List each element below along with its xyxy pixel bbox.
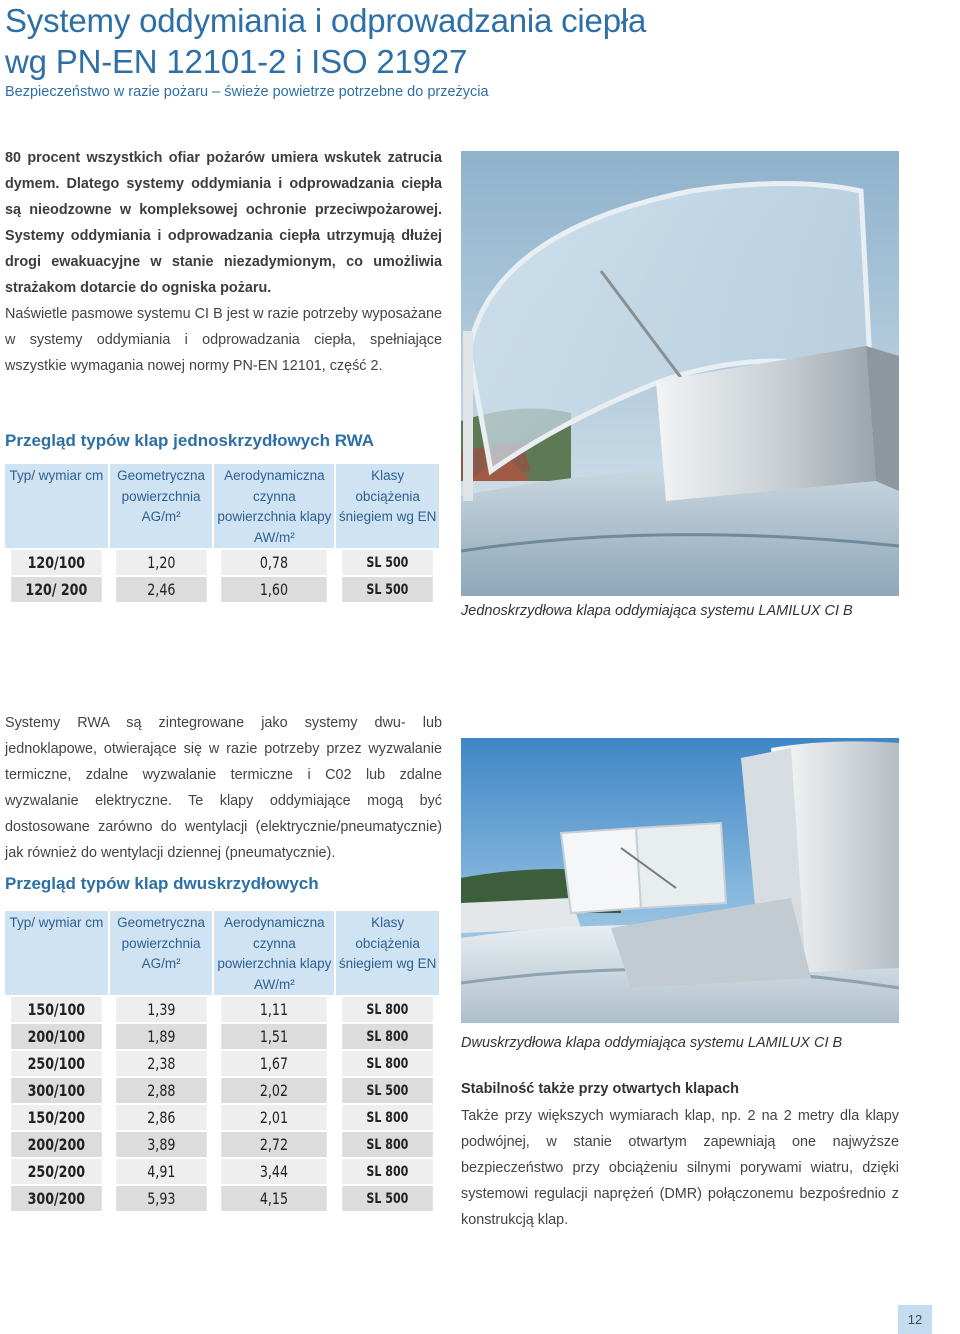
cell-aerodynamic-area: 3,44 [222,1159,327,1184]
cell-geometric-area: 2,86 [116,1105,206,1130]
single-leaf-spec-table [3,462,441,604]
table-row [5,1105,439,1130]
cell-aerodynamic-area: 2,72 [222,1132,327,1157]
table-row [5,1051,439,1076]
rwa-description [5,710,442,866]
cell-aerodynamic-area: 2,01 [222,1105,327,1130]
cell-aerodynamic-area: 1,60 [222,577,327,602]
rwa-description-paragraph: Systemy RWA są zintegrowane jako systemy dwu- lub jednoklapowe, otwierające się w razie potrzeby przez wyzwalanie termiczne, zdalne wyzwalanie termiczne i C02 lub zdalne wyzwalanie elektryczne. Te klapy oddymiające mogą być dostosowane zarówno do wentylacji (elektrycznie/pneumatycznie) jak również do wentylacji dziennej (pneumatycznie). [5,715,442,861]
double-leaf-vent-photo [461,738,899,1023]
single-leaf-vent-illustration [461,151,899,596]
intro-normal-paragraph: Naświetle pasmowe systemu CI B jest w razie potrzeby wyposażane w systemy oddymiania i odprowadzania ciepła, spełniające wszystkie wymagania nowej normy PN-EN 12101, część 2. [5,306,442,374]
cell-snow-load: SL 800 [342,1105,432,1130]
double-leaf-vent-illustration [461,738,899,1023]
col-header-type: Typ/ wymiar cm [5,464,108,548]
page-subtitle: Bezpieczeństwo w razie pożaru – świeże powietrze potrzebne do przeżycia [5,84,489,100]
cell-type: 250/100 [11,1051,101,1076]
cell-type: 150/100 [11,997,101,1022]
double-leaf-photo-caption: Dwuskrzydłowa klapa oddymiająca systemu LAMILUX CI B [461,1035,843,1051]
cell-aerodynamic-area: 0,78 [222,550,327,575]
cell-type: 250/200 [11,1159,101,1184]
col-header-snow-load: Klasy obciążenia śniegiem wg EN [336,464,439,548]
double-leaf-spec-table [3,909,441,1213]
cell-geometric-area: 1,39 [116,997,206,1022]
title-line-1: Systemy oddymiania i odprowadzania ciepła [5,2,647,39]
page-title [5,0,646,82]
title-line-2: wg PN-EN 12101-2 i ISO 21927 [5,43,468,80]
cell-type: 200/200 [11,1132,101,1157]
cell-aerodynamic-area: 1,51 [222,1024,327,1049]
table-header-row [5,464,439,548]
cell-type: 150/200 [11,1105,101,1130]
table-row [5,550,439,575]
cell-geometric-area: 1,89 [116,1024,206,1049]
cell-snow-load: SL 500 [342,1078,432,1103]
table-row [5,1078,439,1103]
table-row [5,1024,439,1049]
stability-text [461,1103,899,1233]
table-row [5,997,439,1022]
table-header-row [5,911,439,995]
col-header-aerodynamic-area: Aerodynamiczna czynna powierzchnia klapy AW/m² [214,911,334,995]
intro-bold-paragraph: 80 procent wszystkich ofiar pożarów umiera wskutek zatrucia dymem. Dlatego systemy oddymiania i odprowadzania ciepła są nieodzowne w kompleksowej ochronie przeciwpożarowej. Systemy oddymiania i odprowadzania ciepła utrzymują dłużej drogi ewakuacyjne w stanie niezadymionym, co umożliwia strażakom dotarcie do ogniska pożaru. [5,150,442,296]
cell-aerodynamic-area: 4,15 [222,1186,327,1211]
cell-snow-load: SL 500 [342,577,432,602]
cell-geometric-area: 4,91 [116,1159,206,1184]
col-header-aerodynamic-area: Aerodynamiczna czynna powierzchnia klapy AW/m² [214,464,334,548]
cell-aerodynamic-area: 2,02 [222,1078,327,1103]
stability-paragraph: Także przy większych wymiarach klap, np. 2 na 2 metry dla klapy podwójnej, w stanie otwartym zapewniają one najwyższe bezpieczeństwo przy obciążeniu silnymi porywami wiatru, dzięki systemowi regulacji naprężeń (DMR) połączonemu bezpośrednio z konstrukcją klap. [461,1108,899,1228]
cell-snow-load: SL 800 [342,1024,432,1049]
single-leaf-vent-photo [461,151,899,596]
cell-aerodynamic-area: 1,67 [222,1051,327,1076]
cell-snow-load: SL 800 [342,1159,432,1184]
col-header-snow-load: Klasy obciążenia śniegiem wg EN [336,911,439,995]
table-row [5,1186,439,1211]
col-header-geometric-area: Geometryczna powierzchnia AG/m² [110,911,213,995]
single-leaf-section-heading: Przegląd typów klap jednoskrzydłowych RWA [5,431,375,450]
cell-type: 120/100 [11,550,101,575]
cell-type: 120/ 200 [11,577,101,602]
table-row [5,1159,439,1184]
col-header-type: Typ/ wymiar cm [5,911,108,995]
cell-snow-load: SL 500 [342,550,432,575]
cell-snow-load: SL 800 [342,997,432,1022]
page-number: 12 [898,1305,932,1334]
cell-geometric-area: 1,20 [116,550,206,575]
cell-geometric-area: 5,93 [116,1186,206,1211]
cell-geometric-area: 2,88 [116,1078,206,1103]
double-leaf-section-heading: Przegląd typów klap dwuskrzydłowych [5,874,319,893]
cell-snow-load: SL 800 [342,1132,432,1157]
table-row [5,1132,439,1157]
cell-geometric-area: 3,89 [116,1132,206,1157]
cell-type: 300/100 [11,1078,101,1103]
col-header-geometric-area: Geometryczna powierzchnia AG/m² [110,464,213,548]
cell-geometric-area: 2,38 [116,1051,206,1076]
cell-type: 300/200 [11,1186,101,1211]
single-leaf-photo-caption: Jednoskrzydłowa klapa oddymiająca systemu LAMILUX CI B [461,603,853,619]
stability-heading: Stabilność także przy otwartych klapach [461,1081,740,1097]
cell-type: 200/100 [11,1024,101,1049]
intro-text [5,145,442,379]
cell-aerodynamic-area: 1,11 [222,997,327,1022]
cell-geometric-area: 2,46 [116,577,206,602]
cell-snow-load: SL 500 [342,1186,432,1211]
cell-snow-load: SL 800 [342,1051,432,1076]
table-row [5,577,439,602]
